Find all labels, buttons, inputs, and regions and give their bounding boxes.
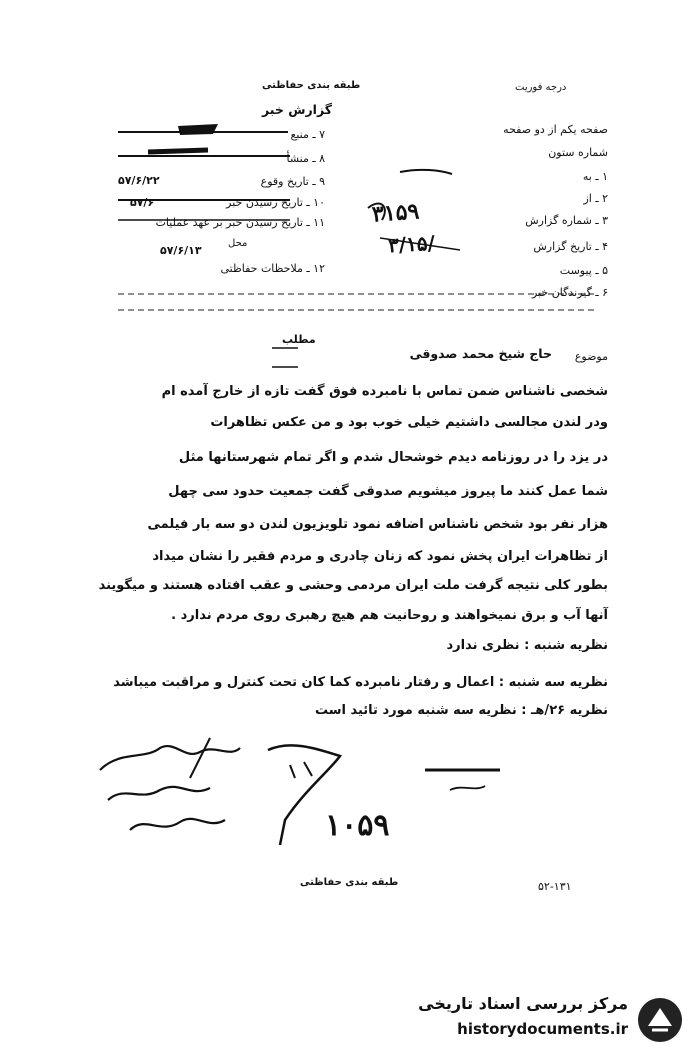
watermark-url: historydocuments.ir [457, 1020, 628, 1038]
left-field-12: ۱۲ ـ ملاحظات حفاظتی [220, 262, 325, 275]
opinion-tuesday: نظریه سه شنبه : اعمال و رفتار نامبرده کما کان تحت کنترل و مراقبت میباشد [113, 675, 608, 690]
watermark-title: مرکز بررسی اسناد تاریخی [418, 994, 628, 1013]
subject-label: موضوع [574, 350, 608, 363]
right-field-6: ۴ ـ تاریخ گزارش [533, 240, 608, 253]
left-field-9: ۹ ـ تاریخ وقوع [260, 175, 325, 188]
body-line-3: در یزد را در روزنامه دیدم خوشحال شدم و اگر تمام شهرستانها مثل [178, 450, 608, 465]
right-field-1: صفحه یکم از دو صفحه [503, 123, 608, 136]
body-line-1: شخصی ناشناس ضمن تماس با نامبرده فوق گفت تازه از خارج آمده ام [161, 384, 608, 399]
right-field-5: ۳ ـ شماره گزارش [525, 214, 608, 227]
left-field-place-value: ۵۷/۶/۱۳ [160, 244, 202, 257]
body-line-4: شما عمل کنند ما پیروز میشویم صدوقی گفت جمعیت حدود سی چهل [168, 484, 608, 499]
left-field-strikes [118, 120, 308, 270]
body-line-2: ودر لندن مجالسی داشتیم خیلی خوب بود و من عکس تظاهرات [210, 415, 608, 430]
right-field-2: شماره ستون [548, 146, 608, 159]
right-field-4: ۲ ـ از [583, 192, 608, 205]
left-field-7: ۷ ـ منبع [290, 128, 325, 141]
archive-logo-icon [636, 996, 684, 1044]
left-field-10: ۱۰ ـ تاریخ رسیدن خبر [226, 196, 325, 209]
watermark [418, 992, 688, 1052]
classification-top: طبقه بندی حفاظتی [262, 80, 361, 91]
body-line-8: آنها آب و برق نمیخواهند و روحانیت هم هیچ رهبری روی مردم ندارد . [171, 608, 608, 623]
priority-label: درجه فوریت [515, 82, 567, 93]
left-field-11: ۱۱ ـ تاریخ رسیدن خبر بر عهد عملیات [155, 216, 325, 229]
form-separator-lines [118, 288, 598, 318]
body-line-6: از تظاهرات ایران پخش نمود که زنان چادری و مردم فقیر را نشان میداد [152, 549, 608, 564]
left-field-place: محل [228, 238, 248, 249]
opinion-26h: نظریه ۲۶/هـ : نظریه سه شنبه مورد تائید است [314, 703, 608, 718]
right-field-8: ۶ ـ گیرندگان خبر [532, 286, 608, 299]
body-line-5: هزار نفر بود شخص ناشناس اضافه نمود تلویزیون لندن دو سه بار فیلمی [147, 517, 608, 532]
handwritten-signatures [90, 730, 610, 880]
classification-bottom: طبقه بندی حفاظتی [300, 877, 399, 888]
body-line-7: بطور کلی نتیجه گرفت ملت ایران مردمی وحشی و عقب افتاده هستند و میگویند [98, 578, 608, 593]
right-field-3: ۱ ـ به [582, 170, 608, 183]
left-field-9-value: ۵۷/۶/۲۲ [118, 174, 160, 187]
margin-note: مطلب [282, 333, 316, 346]
document-title: گزارش خبر [262, 102, 333, 117]
left-field-10-value: ۵۷/۶ [130, 196, 155, 209]
right-field-7: ۵ ـ پیوست [559, 264, 608, 277]
form-code: ۵۲-۱۳۱ [538, 880, 572, 893]
handwritten-report-date: ۳/۱۵/ [387, 230, 436, 258]
opinion-saturday: نظریه شنبه : نظری ندارد [446, 638, 608, 653]
subject-text: حاج شیخ محمد صدوقی [409, 346, 552, 361]
handwritten-report-number: ۳۱۵۹ [371, 198, 421, 228]
handwritten-marks [360, 168, 470, 258]
handwritten-number: ۱۰۵۹ [325, 808, 390, 843]
margin-bracket [270, 345, 300, 370]
left-field-8: ۸ ـ منشأ [286, 152, 325, 165]
